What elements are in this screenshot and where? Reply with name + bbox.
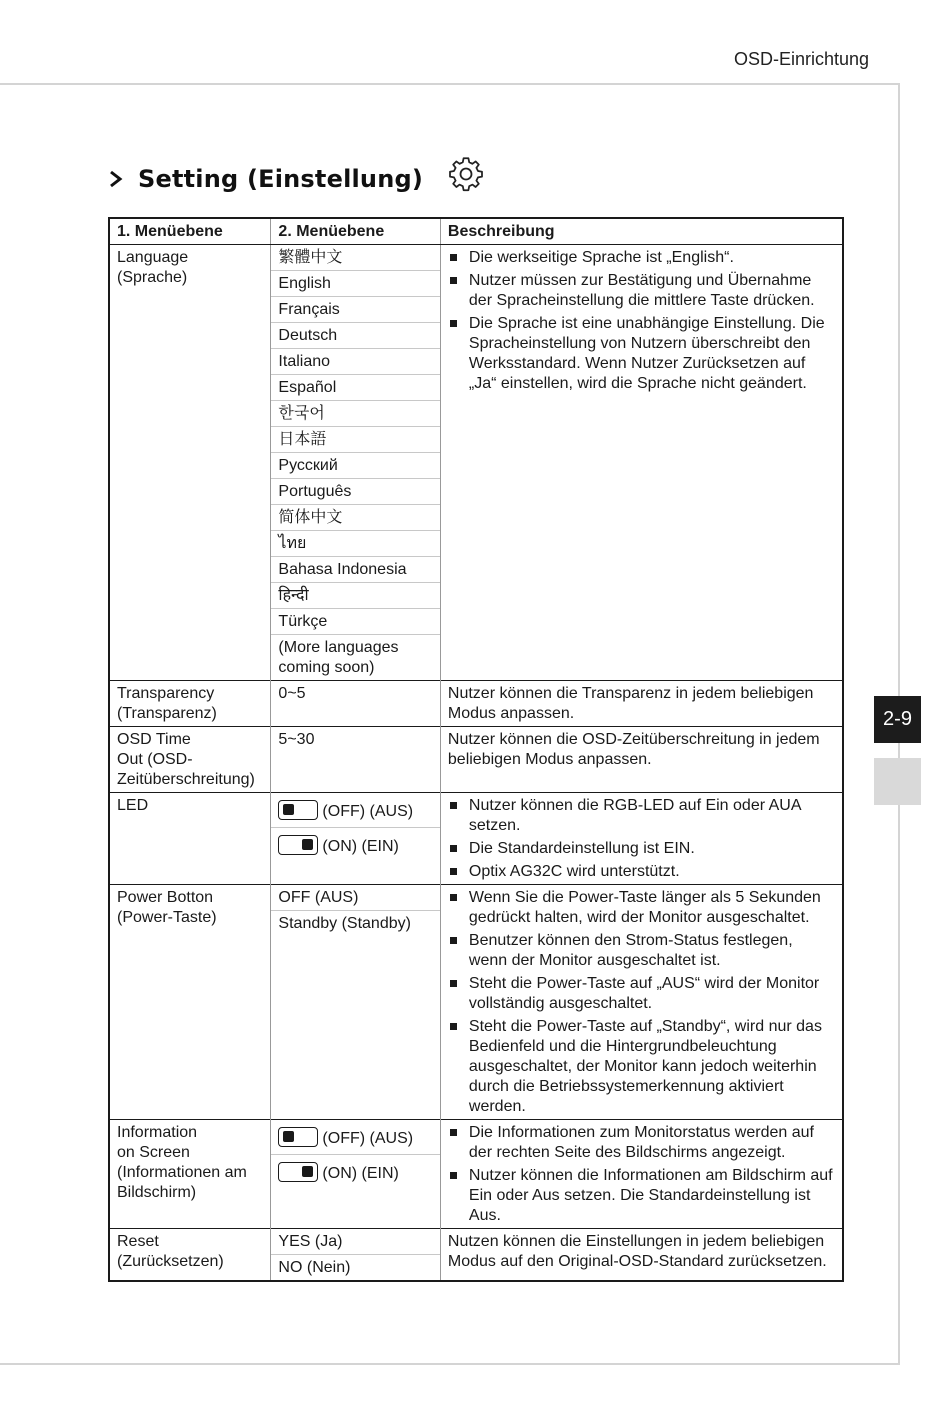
language-option[interactable]: 한국어 (271, 401, 439, 427)
page-frame-bottom (0, 1363, 900, 1365)
language-label: Language (Sprache) (117, 249, 189, 286)
gear-icon (446, 153, 486, 193)
description-bullet: Nutzer müssen zur Bestätigung und Übernahme der Spracheinstellung die mittlere Taste drücken. (448, 271, 835, 311)
settings-table (108, 217, 844, 1282)
power-option-standby[interactable]: Standby (Standby) (278, 915, 411, 932)
osd-timeout-label: OSD Time Out (OSD- Zeitüberschreitung) (117, 731, 255, 788)
led-option-on[interactable] (271, 828, 439, 862)
reset-label: Reset (Zurücksetzen) (117, 1233, 224, 1270)
transparency-label: Transparency (Transparenz) (117, 685, 217, 722)
table-row-language (109, 245, 843, 681)
page-frame-top (0, 83, 900, 85)
language-option[interactable]: 日本語 (271, 427, 439, 453)
language-option[interactable]: 简体中文 (271, 505, 439, 531)
reset-option-yes[interactable]: YES (Ja) (271, 1229, 439, 1255)
language-option[interactable]: Italiano (271, 349, 439, 375)
table-row-osd-timeout (109, 727, 843, 793)
toggle-on-icon (278, 1162, 318, 1182)
language-option[interactable]: Português (271, 479, 439, 505)
table-row-transparency (109, 681, 843, 727)
chapter-header: OSD-Einrichtung (733, 49, 869, 69)
led-off-label: (OFF) (AUS) (322, 803, 414, 820)
language-option[interactable]: Français (271, 297, 439, 323)
table-row-info-on-screen (109, 1120, 843, 1229)
transparency-range[interactable]: 0~5 (278, 685, 306, 702)
table-row-power-button (109, 885, 843, 1120)
power-option-off[interactable]: OFF (AUS) (271, 885, 439, 911)
led-description (441, 793, 842, 884)
table-row-led (109, 793, 843, 885)
reset-description: Nutzen können die Einstellungen in jedem beliebigen Modus auf den Original-OSD-Standard zurücksetzen. (447, 1233, 827, 1270)
language-option[interactable]: हिन्दी (271, 583, 439, 609)
language-option[interactable]: Русский (271, 453, 439, 479)
language-option[interactable]: 繁體中文 (271, 245, 439, 271)
led-option-off[interactable] (271, 793, 439, 828)
power-button-label: Power Botton (Power-Taste) (117, 889, 217, 926)
osd-timeout-description: Nutzer können die OSD-Zeitüberschreitung in jedem beliebigen Modus anpassen. (447, 731, 820, 768)
toggle-on-icon (278, 835, 318, 855)
description-bullet: Die Sprache ist eine unabhängige Einstellung. Die Spracheinstellung von Nutzern überschreibt den Werksstandard. Wenn Nutzer Zurücksetzen auf „Ja“ einstellen, wird die Sprache nicht geändert. (448, 314, 835, 394)
page-number-tab[interactable]: 2-9 (874, 696, 921, 743)
description-bullet: Wenn Sie die Power-Taste länger als 5 Sekunden gedrückt halten, wird der Monitor ausgeschaltet. (448, 888, 835, 928)
description-bullet: Nutzer können die RGB-LED auf Ein oder AUA setzen. (448, 796, 835, 836)
language-option[interactable]: Bahasa Indonesia (271, 557, 439, 583)
osd-timeout-range[interactable]: 5~30 (278, 731, 315, 748)
description-bullet: Steht die Power-Taste auf „Standby“, wird nur das Bedienfeld und die Hintergrundbeleuchtung ausgeschaltet, der Monitor kann jedoch weiterhin durch die Betriebssystemerkennung aktiviert werden. (448, 1017, 835, 1117)
toggle-off-icon (278, 800, 318, 820)
section-heading (108, 165, 423, 193)
description-bullet: Optix AG32C wird unterstützt. (448, 862, 835, 882)
next-section-tab[interactable] (874, 758, 921, 805)
language-description (441, 245, 842, 396)
reset-option-no[interactable]: NO (Nein) (278, 1259, 351, 1276)
language-option[interactable]: Deutsch (271, 323, 439, 349)
power-button-description (441, 885, 842, 1119)
column-header-level1: 1. Menüebene (109, 218, 271, 245)
language-option[interactable]: Español (271, 375, 439, 401)
description-bullet: Die werkseitige Sprache ist „English“. (448, 248, 835, 268)
info-off-label: (OFF) (AUS) (322, 1130, 414, 1147)
language-option[interactable]: Türkçe (271, 609, 439, 635)
table-row-reset (109, 1229, 843, 1282)
info-option-on[interactable] (271, 1155, 439, 1189)
description-bullet: Benutzer können den Strom-Status festlegen, wenn der Monitor ausgeschaltet ist. (448, 931, 835, 971)
info-option-off[interactable] (271, 1120, 439, 1155)
description-bullet: Nutzer können die Informationen am Bildschirm auf Ein oder Aus setzen. Die Standardeinstellung ist Aus. (448, 1166, 835, 1226)
info-on-screen-label: Information on Screen (Informationen am Bildschirm) (117, 1124, 247, 1201)
info-on-label: (ON) (EIN) (322, 1165, 399, 1182)
led-label: LED (117, 797, 149, 814)
description-bullet: Steht die Power-Taste auf „AUS“ wird der Monitor vollständig ausgeschaltet. (448, 974, 835, 1014)
column-header-level2: 2. Menüebene (271, 218, 440, 245)
led-on-label: (ON) (EIN) (322, 838, 399, 855)
language-option-more: (More languages coming soon) (278, 639, 399, 676)
section-title: Setting (Einstellung) (138, 165, 424, 193)
info-on-screen-description (441, 1120, 842, 1228)
description-bullet: Die Informationen zum Monitorstatus werden auf der rechten Seite des Bildschirms angezeigt. (448, 1123, 835, 1163)
description-bullet: Die Standardeinstellung ist EIN. (448, 839, 835, 859)
transparency-description: Nutzer können die Transparenz in jedem beliebigen Modus anpassen. (447, 685, 814, 722)
table-header-row (109, 218, 843, 245)
toggle-off-icon (278, 1127, 318, 1147)
column-header-description: Beschreibung (440, 218, 843, 245)
language-option[interactable]: ไทย (271, 531, 439, 557)
language-option[interactable]: English (271, 271, 439, 297)
chevron-right-icon (108, 169, 124, 189)
